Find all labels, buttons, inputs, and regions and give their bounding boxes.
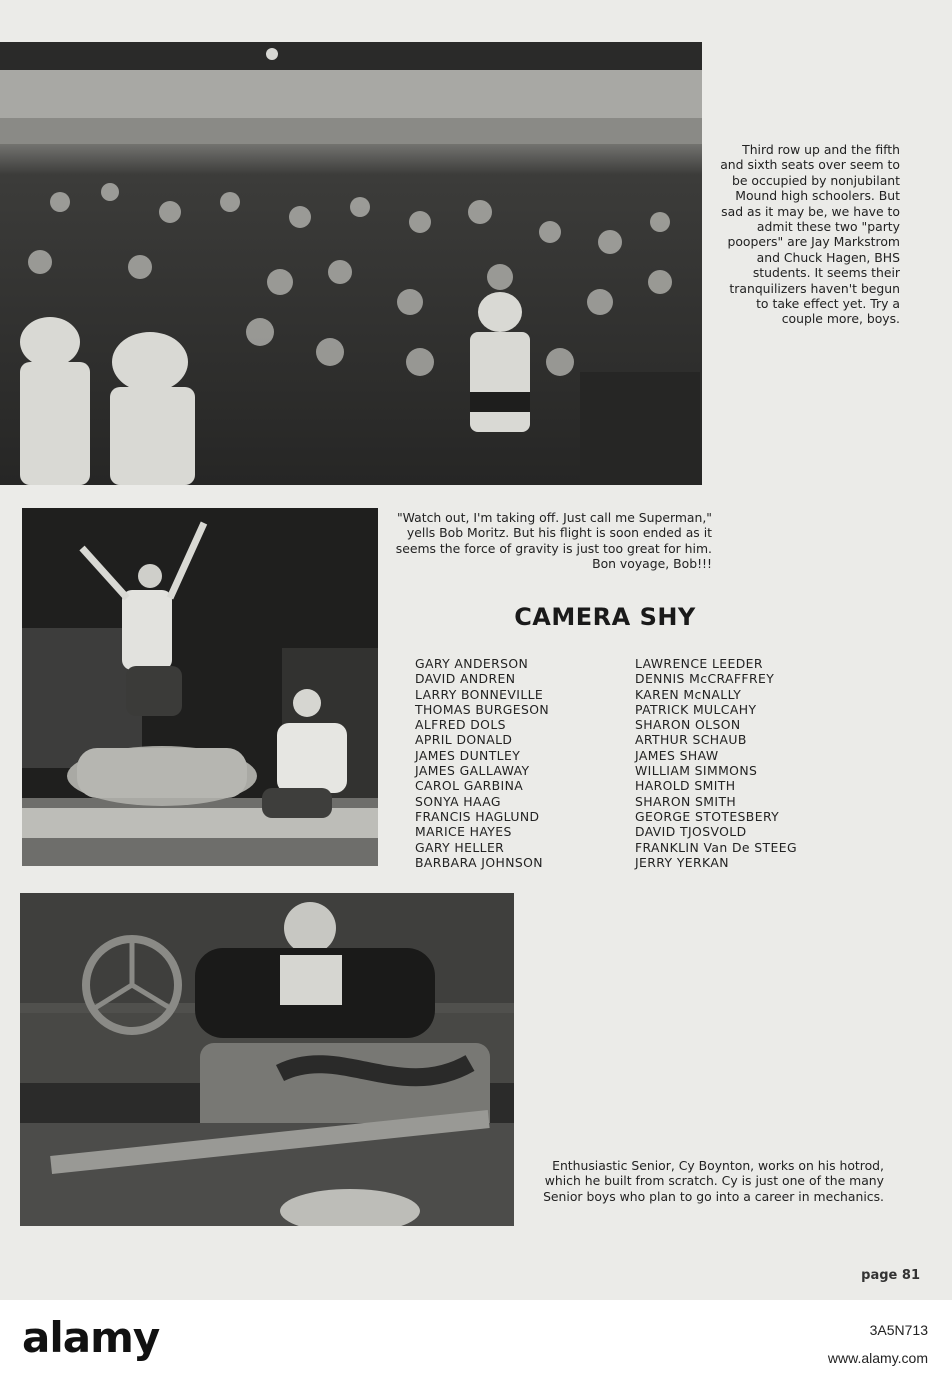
list-item: FRANKLIN Van De STEEG [635,839,797,855]
page-number: page 81 [861,1268,920,1283]
list-item: GARY ANDERSON [415,656,529,671]
list-item: WILLIAM SIMMONS [635,763,758,779]
list-item: LAWRENCE LEEDER [635,656,763,671]
alamy-logo: alamy [22,1313,160,1362]
list-item: MARICE HAYES [415,824,512,840]
camera-shy-list-left [415,656,549,870]
list-item: JAMES SHAW [635,747,719,763]
list-item: DAVID TJOSVOLD [635,824,747,840]
list-item: ARTHUR SCHAUB [635,732,747,748]
list-item: SHARON OLSON [635,717,741,733]
list-item: KAREN McNALLY [635,686,742,702]
list-item: JERRY YERKAN [635,854,729,870]
list-item: DAVID ANDREN [415,671,516,687]
hotrod-engine-photo [20,893,514,1226]
pep-rally-crowd-photo [0,42,702,485]
list-item: FRANCIS HAGLUND [415,808,540,824]
jumping-student-photo [22,508,378,866]
image-id: 3A5N713 [869,1322,928,1338]
camera-shy-list-right [635,656,797,870]
list-item: GARY HELLER [415,839,505,855]
list-item: HAROLD SMITH [635,778,736,794]
list-item: SHARON SMITH [635,793,737,809]
list-item: LARRY BONNEVILLE [415,686,544,702]
list-item: GEORGE STOTESBERY [635,808,780,824]
list-item: ALFRED DOLS [415,717,506,733]
list-item: CAROL GARBINA [415,778,524,794]
list-item: PATRICK MULCAHY [635,701,757,717]
camera-shy-title: CAMERA SHY [514,603,696,631]
hotrod-caption: Enthusiastic Senior, Cy Boynton, works on his hotrod, which he built from scratch. Cy is just one of the many Senior boys who plan to go into a career in mechanics. [543,1158,884,1204]
crowd-caption: Third row up and the fifth and sixth seats over seem to be occupied by nonjubilant Mound high schoolers. But sad as it may be, we have to admit these two "party poopers" are Jay Markstrom and Chuck Hagen, BHS students. It seems their tranquilizers haven't begun to take effect yet. Try a couple more, boys. [720,142,900,327]
list-item: DENNIS McCRAFFREY [635,671,775,687]
list-item: SONYA HAAG [415,793,501,809]
superman-caption: "Watch out, I'm taking off. Just call me Superman," yells Bob Moritz. But his flight is soon ended as it seems the force of gravity is just too great for him. Bon voyage, Bob!!! [395,510,712,572]
list-item: BARBARA JOHNSON [415,854,543,870]
list-item: THOMAS BURGESON [415,701,550,717]
list-item: JAMES GALLAWAY [415,763,530,779]
list-item: APRIL DONALD [415,732,513,748]
stock-url[interactable]: www.alamy.com [827,1350,928,1366]
list-item: JAMES DUNTLEY [415,747,521,763]
